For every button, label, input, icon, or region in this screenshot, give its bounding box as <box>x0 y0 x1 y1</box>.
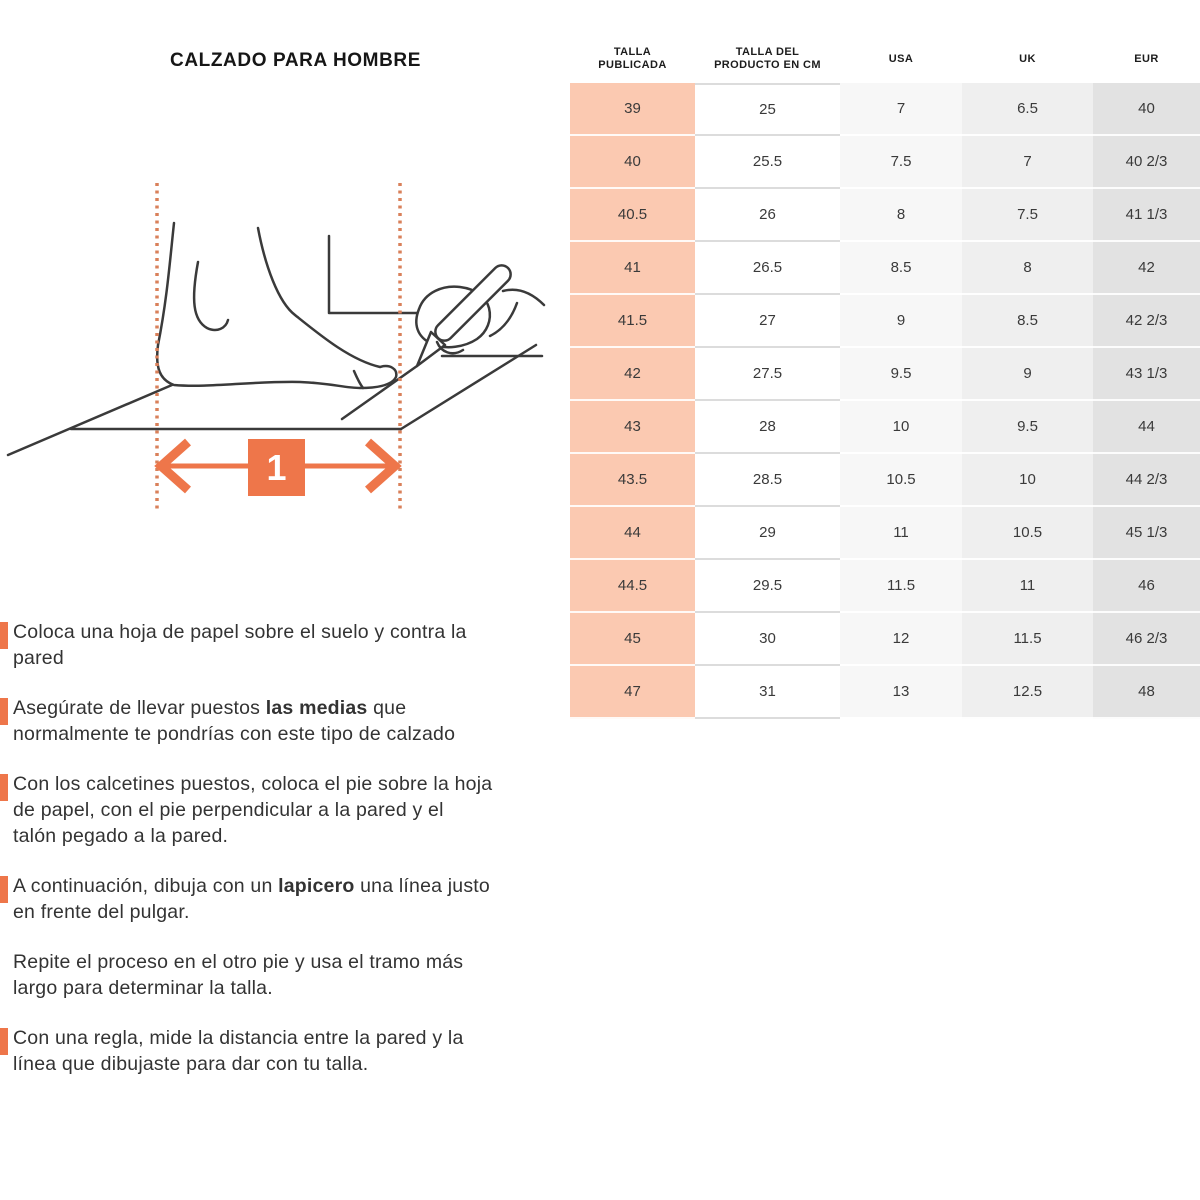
size-cell: 39 <box>570 83 695 136</box>
table-row <box>570 189 1200 242</box>
size-cell: 29 <box>695 507 840 560</box>
size-cell: 41 <box>570 242 695 295</box>
column-header-eur: EUR <box>1134 52 1159 65</box>
size-cell: 27 <box>695 295 840 348</box>
size-cell: 43 1/3 <box>1093 348 1200 401</box>
instruction-text: A continuación, dibuja con un lapicero una línea justo en frente del pulgar. <box>13 875 490 923</box>
table-row <box>570 136 1200 189</box>
size-cell: 10 <box>840 401 962 454</box>
instruction-text: Repite el proceso en el otro pie y usa el tramo más largo para determinar la talla. <box>13 951 464 999</box>
size-cell: 43.5 <box>570 454 695 507</box>
size-cell: 27.5 <box>695 348 840 401</box>
size-cell: 29.5 <box>695 560 840 613</box>
size-cell: 40 <box>1093 83 1200 136</box>
instruction-item <box>0 1025 580 1077</box>
size-cell: 30 <box>695 613 840 666</box>
size-cell: 12.5 <box>962 666 1093 719</box>
size-cell: 13 <box>840 666 962 719</box>
table-row <box>570 348 1200 401</box>
size-cell: 45 <box>570 613 695 666</box>
step-1-badge-label: 1 <box>266 447 287 488</box>
size-cell: 40 2/3 <box>1093 136 1200 189</box>
size-cell: 10.5 <box>840 454 962 507</box>
wrist-line-top <box>503 290 544 305</box>
size-cell: 7.5 <box>840 136 962 189</box>
size-cell: 43 <box>570 401 695 454</box>
size-cell: 41.5 <box>570 295 695 348</box>
wall-corner-lines <box>329 236 419 313</box>
table-row <box>570 666 1200 719</box>
size-cell: 26 <box>695 189 840 242</box>
size-cell: 8 <box>962 242 1093 295</box>
instruction-text: Con los calcetines puestos, coloca el pie sobre la hoja de papel, con el pie perpendicular a la pared y el talón pegado a la pared. <box>13 773 493 847</box>
size-cell: 11 <box>962 560 1093 613</box>
size-cell: 42 <box>570 348 695 401</box>
table-row <box>570 507 1200 560</box>
size-cell: 44 <box>1093 401 1200 454</box>
size-cell: 42 <box>1093 242 1200 295</box>
size-cell: 31 <box>695 666 840 719</box>
size-cell: 46 2/3 <box>1093 613 1200 666</box>
table-row <box>570 295 1200 348</box>
table-body <box>570 83 1200 719</box>
size-cell: 25.5 <box>695 136 840 189</box>
size-cell: 46 <box>1093 560 1200 613</box>
size-cell: 11.5 <box>840 560 962 613</box>
table-row <box>570 613 1200 666</box>
foot-measurement-illustration <box>0 0 560 540</box>
instruction-text: Con una regla, mide la distancia entre la pared y la línea que dibujaste para dar con tu talla. <box>13 1027 464 1075</box>
size-cell: 45 1/3 <box>1093 507 1200 560</box>
table-row <box>570 242 1200 295</box>
size-cell: 44 2/3 <box>1093 454 1200 507</box>
size-cell: 44 <box>570 507 695 560</box>
instruction-item <box>0 949 580 1001</box>
foot-drawing <box>157 223 396 388</box>
bullet-marker <box>0 1028 8 1055</box>
wrist-line-bottom <box>490 303 517 336</box>
size-cell: 10 <box>962 454 1093 507</box>
instruction-item <box>0 771 580 849</box>
bullet-marker <box>0 698 8 725</box>
bullet-marker <box>0 774 8 801</box>
table-row <box>570 401 1200 454</box>
size-table <box>570 35 1200 719</box>
size-cell: 8 <box>840 189 962 242</box>
size-cell: 7.5 <box>962 189 1093 242</box>
bullet-marker <box>0 622 8 649</box>
size-cell: 8.5 <box>840 242 962 295</box>
size-cell: 47 <box>570 666 695 719</box>
size-cell: 9 <box>840 295 962 348</box>
size-cell: 11 <box>840 507 962 560</box>
size-cell: 7 <box>962 136 1093 189</box>
size-cell: 48 <box>1093 666 1200 719</box>
table-row <box>570 560 1200 613</box>
column-header-talla-publicada: TALLA PUBLICADA <box>598 46 667 71</box>
step-1-badge <box>248 439 305 496</box>
column-header-usa: USA <box>888 52 914 65</box>
size-cell: 9.5 <box>840 348 962 401</box>
size-cell: 26.5 <box>695 242 840 295</box>
bullet-marker <box>0 876 8 903</box>
size-cell: 40.5 <box>570 189 695 242</box>
size-cell: 25 <box>695 83 840 136</box>
size-cell: 9 <box>962 348 1093 401</box>
size-cell: 44.5 <box>570 560 695 613</box>
size-cell: 11.5 <box>962 613 1093 666</box>
instruction-text: Asegúrate de llevar puestos las medias que normalmente te pondrías con este tipo de calzado <box>13 697 456 745</box>
table-header-row <box>570 35 1200 83</box>
size-cell: 7 <box>840 83 962 136</box>
instruction-item <box>0 695 580 747</box>
instructions-list <box>0 619 580 1101</box>
table-row <box>570 83 1200 136</box>
page-title: CALZADO PARA HOMBRE <box>170 50 421 71</box>
size-cell: 9.5 <box>962 401 1093 454</box>
size-cell: 6.5 <box>962 83 1093 136</box>
size-cell: 8.5 <box>962 295 1093 348</box>
table-row <box>570 454 1200 507</box>
instruction-item <box>0 619 580 671</box>
size-cell: 42 2/3 <box>1093 295 1200 348</box>
instruction-text: Coloca una hoja de papel sobre el suelo y contra la pared <box>13 621 467 669</box>
column-header-talla-del-producto-en-cm: TALLA DEL PRODUCTO EN CM <box>714 46 821 71</box>
hand-with-pen-drawing <box>416 262 544 366</box>
size-cell: 41 1/3 <box>1093 189 1200 242</box>
instruction-item <box>0 873 580 925</box>
size-cell: 12 <box>840 613 962 666</box>
size-cell: 40 <box>570 136 695 189</box>
column-header-uk: UK <box>1019 52 1036 65</box>
size-cell: 28 <box>695 401 840 454</box>
size-cell: 10.5 <box>962 507 1093 560</box>
size-cell: 28.5 <box>695 454 840 507</box>
